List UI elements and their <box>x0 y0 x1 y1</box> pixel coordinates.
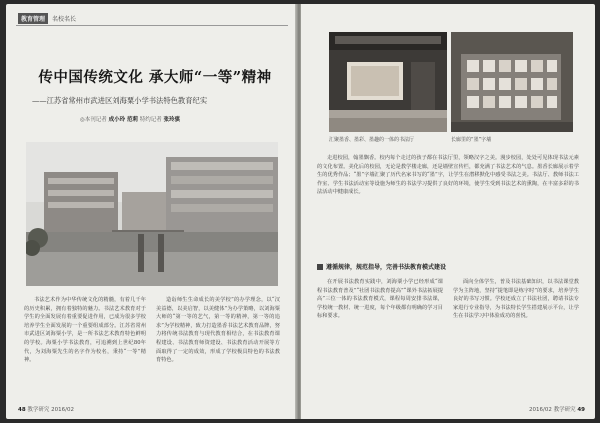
byline-role: ◎本刊记者 <box>80 117 107 123</box>
photo-caption-right: 长廊里的“墨”字墙 <box>451 137 492 143</box>
article-title: 传中国传统文化 承大师“一等”精神 <box>38 69 272 86</box>
body-paragraph-left: 书法艺术作为中华传统文化的精髓，有着几千年的历史积累，拥有着独特的魅力。书法艺术教育对于学生的全面发展有着重要促进作用，已成为很多学校培养学生全面发展的一个重要组成部分。江苏省常州市武进区刘海粟小学，是一所书法艺术教育特色鲜明的学校。海粟小学书法教育，可追溯到上世纪80年代，为刘海粟先生的名字作为校名，秉持“一等”精神。 <box>24 297 146 364</box>
footer-text-right: 2016/02 教学研究 <box>528 407 576 413</box>
ink-character-wall-photo <box>451 32 573 132</box>
header-rule <box>16 25 288 26</box>
school-building-photo <box>26 142 278 286</box>
section-header <box>18 12 76 24</box>
photo-caption-left: 汇聚墨香、墨彩、墨趣的一体的书法厅 <box>329 137 415 143</box>
byline <box>80 115 180 123</box>
page-footer-right <box>529 405 585 413</box>
page-footer-left <box>18 405 74 413</box>
header-subtitle: 名校名长 <box>52 15 77 23</box>
section-heading <box>317 262 446 271</box>
body-paragraph-bottom-right: 面向全体学生，普及书法基础知识，以书法课堂教学为主阵地，坚持“提笔即是练字时”的要求，培养学生良好的书写习惯。学校还成立了书法社团，聘请书法专家进行专业指导，为书法特长学生搭建展示平台，让学生在书法学习中体验成功的喜悦。 <box>453 279 579 320</box>
page-number: 48 <box>18 407 26 413</box>
body-paragraph-top: 走进校园，翰墨飘香。校内每个走过的孩子都在书法厅里，领略汉字之美。漫步校园，处处可见体现书法元素的文化布置。美化后的校园，无论是教学楼走廊，还是墙壁宣传栏，都充满了书法艺术的气息。墨香长廊展示着学生的优秀作品；“墨”字墙汇聚了历代名家书写的“墨”字，让学生在潜移默化中感受书法之美。书法厅、教师书法工作室、学生书法活动室等设施为师生的书法学习提供了良好的环境，使学生受到书法艺术的熏陶，在丰富多彩的书法活动中健康成长。 <box>317 155 579 196</box>
footer-text: 教学研究 2016/02 <box>27 407 75 413</box>
section-marker <box>317 264 323 270</box>
byline-authors-2: 张玲骐 <box>163 117 181 123</box>
left-page <box>6 4 297 419</box>
header-tag: 教育管理 <box>18 13 48 24</box>
article-subtitle: ——江苏省常州市武进区刘海粟小学书法特色教育纪实 <box>32 96 208 105</box>
byline-authors: 成小玲 范莉 <box>108 117 138 123</box>
body-paragraph-right: 造诣师生生命成长的美学校”的办学理念，以“汉美益德，以美启智，以美健体”为办学策略，以刘海粟大师的“第一等的艺气，第一等的精神，第一等的追求”为学校精神，致力打造墨香书法艺术教育品牌，努力将传统书法教育与现代教育相结合，在书法教育课程建设、书法教育师资建设、书法教育活动开展等方面取得了一定的成效，形成了学校极具特色的书法教育特色。 <box>156 297 280 364</box>
page-number-right: 49 <box>577 407 585 413</box>
section-heading-text: 遵循规律，规范指导，完善书法教育模式建设 <box>326 264 447 271</box>
calligraphy-hall-photo <box>329 32 447 132</box>
byline-role-2: 特约记者 <box>139 117 162 123</box>
right-page <box>301 4 595 419</box>
body-paragraph-bottom-left: 在开展书法教育实践中，刘海粟小学已经形成“课程书法教育普及”“社团书法教育提高”“课外书法拓展提高”三位一体的书法教育模式，课程每周安排书法课，学校统一教材、统一进度，每个年级都有明确的学习目标和要求。 <box>317 279 443 320</box>
